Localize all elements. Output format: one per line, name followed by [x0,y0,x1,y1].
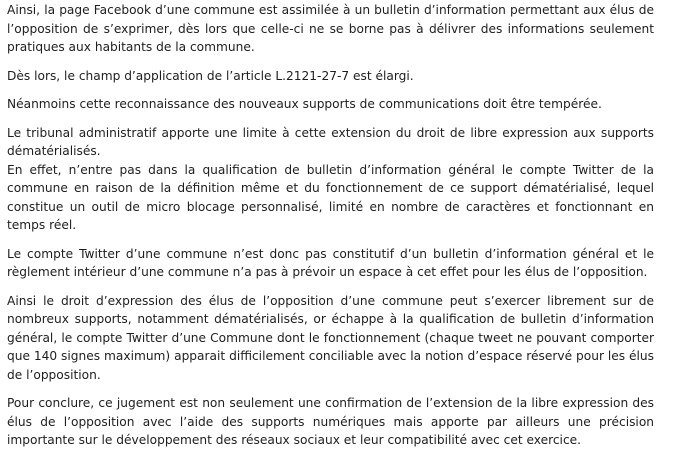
paragraph-twitter-not-bulletin: Le compte Twitter d’une commune n’est donc pas constitutif d’un bulletin d’information général et le règlement intérieur d’une commune n’a pas à prévoir un espace à cet effet pour les élus de l’opposition. [7,246,654,279]
document-body [7,1,654,460]
paragraph-scope-extended: Dès lors, le champ d’application de l’article L.2121-27-7 est élargi. [7,68,414,83]
paragraph-twitter-exclusion: En effet, n’entre pas dans la qualification de bulletin d’information général le compte Twitter de la commune en raison de la définition même et du fonctionnement de ce support dématérialisé, lequel constitue un outil de micro blocage personnalisé, limité en nombre de caractères et fonctionnant en temps réel. [7,162,654,232]
paragraph-expression-rights: Ainsi le droit d’expression des élus de l’opposition d’une commune peut s’exercer librement sur de nombreux supports, notamment dématérialisés, or échappe à la qualification de bulletin d’information général, le compte Twitter d’une Commune dont le fonctionnement (chaque tweet ne pouvant comporter que 140 signes maximum) apparait difficilement conciliable avec la notion d’espace réservé pour les élus de l’opposition. [7,293,654,382]
paragraph-tribunal-limit: Le tribunal administratif apporte une limite à cette extension du droit de libre expression aux supports dématérialisés. [7,125,654,158]
paragraph-facebook-page: Ainsi, la page Facebook d’une commune est assimilée à un bulletin d’information permettant aux élus de l’opposition de s’exprimer, dès lors que celle-ci ne se borne pas à délivrer des informations seulement pratiques aux habitants de la commune. [7,3,654,54]
paragraph-tempered-recognition: Néanmoins cette reconnaissance des nouveaux supports de communications doit être tempérée. [7,97,602,111]
paragraph-conclusion: Pour conclure, ce jugement est non seulement une confirmation de l’extension de la libre expression des élus de l’opposition avec l’aide des supports numériques mais apporte par ailleurs une précision importante sur le développement des réseaux sociaux et leur compatibilité avec cet exercice. [7,396,654,447]
